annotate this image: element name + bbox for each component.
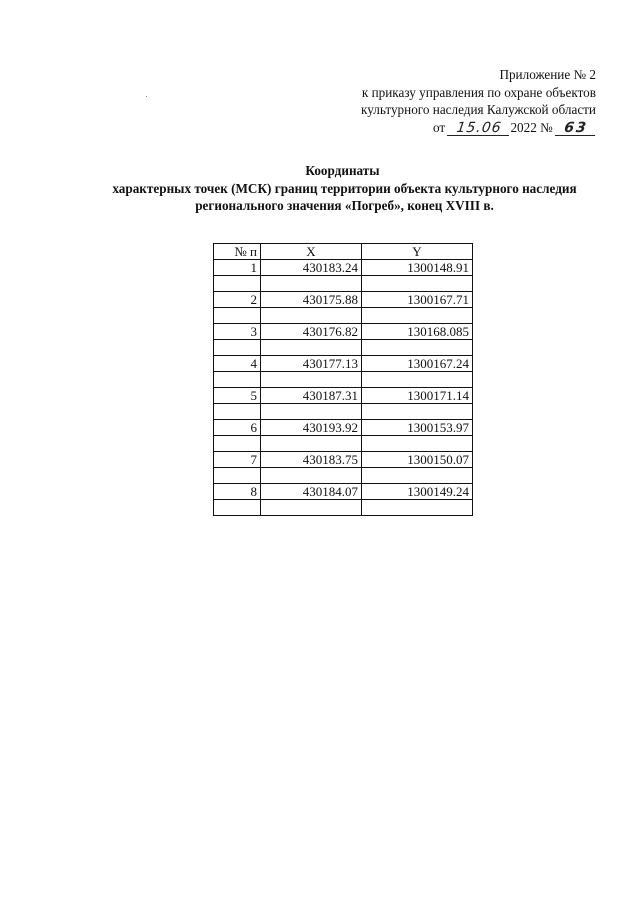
blank-cell — [362, 404, 473, 420]
table-spacer-row — [214, 276, 473, 292]
blank-cell — [214, 500, 261, 516]
blank-cell — [261, 404, 362, 420]
table-row — [214, 420, 473, 436]
coord-x: 430175.88 — [261, 292, 362, 308]
table-row — [214, 452, 473, 468]
title-subtitle-line1: характерных точек (МСК) границ территории объекта культурного наследия — [112, 180, 577, 196]
blank-cell — [261, 372, 362, 388]
header-y: Y — [362, 244, 473, 260]
coord-y: 1300167.24 — [362, 356, 473, 372]
blank-cell — [214, 340, 261, 356]
coord-y: 1300167.71 — [362, 292, 473, 308]
table-spacer-row — [214, 404, 473, 420]
blank-cell — [261, 308, 362, 324]
coord-x: 430193.92 — [261, 420, 362, 436]
point-number: 4 — [214, 356, 261, 372]
table-spacer-row — [214, 500, 473, 516]
coord-y: 1300149.24 — [362, 484, 473, 500]
handwritten-date: 15.06 — [447, 121, 511, 136]
table-spacer-row — [214, 340, 473, 356]
coord-y: 1300150.07 — [362, 452, 473, 468]
coord-y: 1300148.91 — [362, 260, 473, 276]
title-subtitle-line2: регионального значения «Погреб», конец XVIII в. — [195, 198, 494, 214]
blank-cell — [362, 468, 473, 484]
table-row — [214, 324, 473, 340]
coord-x: 430176.82 — [261, 324, 362, 340]
coord-x: 430183.24 — [261, 260, 362, 276]
blank-cell — [261, 340, 362, 356]
handwritten-order-number: 63 — [555, 121, 597, 136]
table-row — [214, 484, 473, 500]
table-spacer-row — [214, 468, 473, 484]
date-prefix: от — [432, 119, 446, 135]
table-spacer-row — [214, 436, 473, 452]
blank-cell — [362, 372, 473, 388]
coord-y: 1300171.14 — [362, 388, 473, 404]
point-number: 1 — [214, 260, 261, 276]
point-number: 7 — [214, 452, 261, 468]
table-row — [214, 292, 473, 308]
appendix-date-line — [361, 119, 596, 137]
coord-x: 430187.31 — [261, 388, 362, 404]
blank-cell — [261, 276, 362, 292]
blank-cell — [362, 500, 473, 516]
blank-cell — [214, 372, 261, 388]
table-row — [214, 388, 473, 404]
table-header-row — [214, 244, 473, 260]
point-number: 3 — [214, 324, 261, 340]
coord-x: 430177.13 — [261, 356, 362, 372]
point-number: 8 — [214, 484, 261, 500]
blank-cell — [214, 436, 261, 452]
year-number-label: 2022 № — [510, 119, 553, 135]
title-heading: Координаты — [305, 163, 380, 178]
coord-y: 130168.085 — [362, 324, 473, 340]
blank-cell — [261, 436, 362, 452]
appendix-authority: культурного наследия Калужской области — [361, 102, 596, 117]
appendix-order-ref: к приказу управления по охране объектов — [361, 84, 596, 100]
table-row — [214, 260, 473, 276]
document-title — [0, 162, 639, 215]
blank-cell — [214, 468, 261, 484]
table-spacer-row — [214, 372, 473, 388]
blank-cell — [362, 340, 473, 356]
blank-cell — [214, 276, 261, 292]
table-row — [214, 356, 473, 372]
coordinates-table — [213, 243, 473, 516]
blank-cell — [214, 308, 261, 324]
point-number: 5 — [214, 388, 261, 404]
point-number: 6 — [214, 420, 261, 436]
scan-speck — [146, 96, 147, 97]
coord-x: 430184.07 — [261, 484, 362, 500]
header-x: X — [261, 244, 362, 260]
blank-cell — [261, 500, 362, 516]
header-point-number: № п — [214, 244, 261, 260]
blank-cell — [362, 308, 473, 324]
blank-cell — [362, 436, 473, 452]
blank-cell — [214, 404, 261, 420]
appendix-header — [361, 66, 596, 136]
blank-cell — [261, 468, 362, 484]
blank-cell — [362, 276, 473, 292]
appendix-number: Приложение № 2 — [499, 67, 596, 82]
coord-y: 1300153.97 — [362, 420, 473, 436]
point-number: 2 — [214, 292, 261, 308]
coord-x: 430183.75 — [261, 452, 362, 468]
table-spacer-row — [214, 308, 473, 324]
